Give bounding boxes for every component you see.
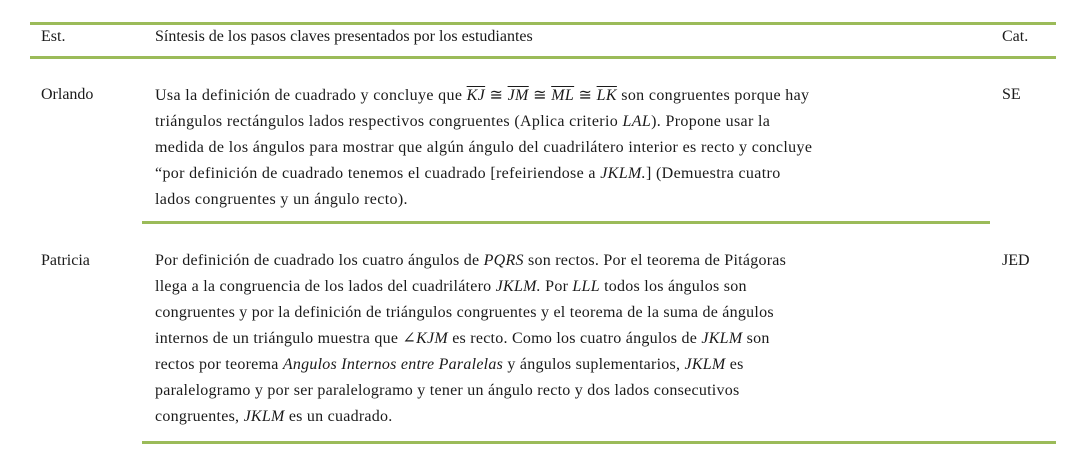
row-student-name: Patricia [41, 252, 90, 269]
row-category: SE [1002, 86, 1021, 103]
synthesis-line: internos de un triángulo muestra que ∠KJM es recto. Como los cuatro ángulos de JKLM son [155, 330, 770, 347]
header-bottom-rule [30, 56, 1056, 59]
synthesis-line: congruentes y por la definición de triángulos congruentes y el teorema de la suma de ángulos [155, 304, 774, 321]
synthesis-line: congruentes, JKLM es un cuadrado. [155, 408, 393, 425]
synthesis-line: paralelogramo y por ser paralelogramo y tener un ángulo recto y dos lados consecutivos [155, 382, 740, 399]
synthesis-line: rectos por teorema Angulos Internos entre Paralelas y ángulos suplementarios, JKLM es [155, 356, 744, 373]
synthesis-line: triángulos rectángulos lados respectivos congruentes (Aplica criterio LAL). Propone usar la [155, 113, 771, 130]
synthesis-line: Por definición de cuadrado los cuatro ángulos de PQRS son rectos. Por el teorema de Pitágoras [155, 252, 787, 269]
header-student: Est. [41, 28, 66, 45]
header-category: Cat. [1002, 28, 1029, 45]
synthesis-line: “por definición de cuadrado tenemos el cuadrado [refeiriendose a JKLM.] (Demuestra cuatro [155, 165, 781, 182]
table-bottom-rule [142, 441, 1056, 444]
header-synthesis: Síntesis de los pasos claves presentados por los estudiantes [155, 28, 533, 45]
row-synthesis [155, 83, 979, 213]
synthesis-line: Usa la definición de cuadrado y concluye que $\overline{KJ}$ ≅ $\overline{JM}$ ≅ $\overline{ML}$ ≅ $\overline{LK}$ son congruentes porque hay [155, 87, 810, 104]
synthesis-line: llega a la congruencia de los lados del cuadrilátero JKLM. Por LLL todos los ángulos son [155, 278, 747, 295]
row-synthesis [155, 248, 979, 430]
synthesis-line: lados congruentes y un ángulo recto). [155, 191, 408, 208]
row-category: JED [1002, 252, 1030, 269]
synthesis-line: medida de los ángulos para mostrar que algún ángulo del cuadrilátero interior es recto y concluye [155, 139, 813, 156]
row-divider-rule [142, 221, 990, 224]
row-student-name: Orlando [41, 86, 94, 103]
